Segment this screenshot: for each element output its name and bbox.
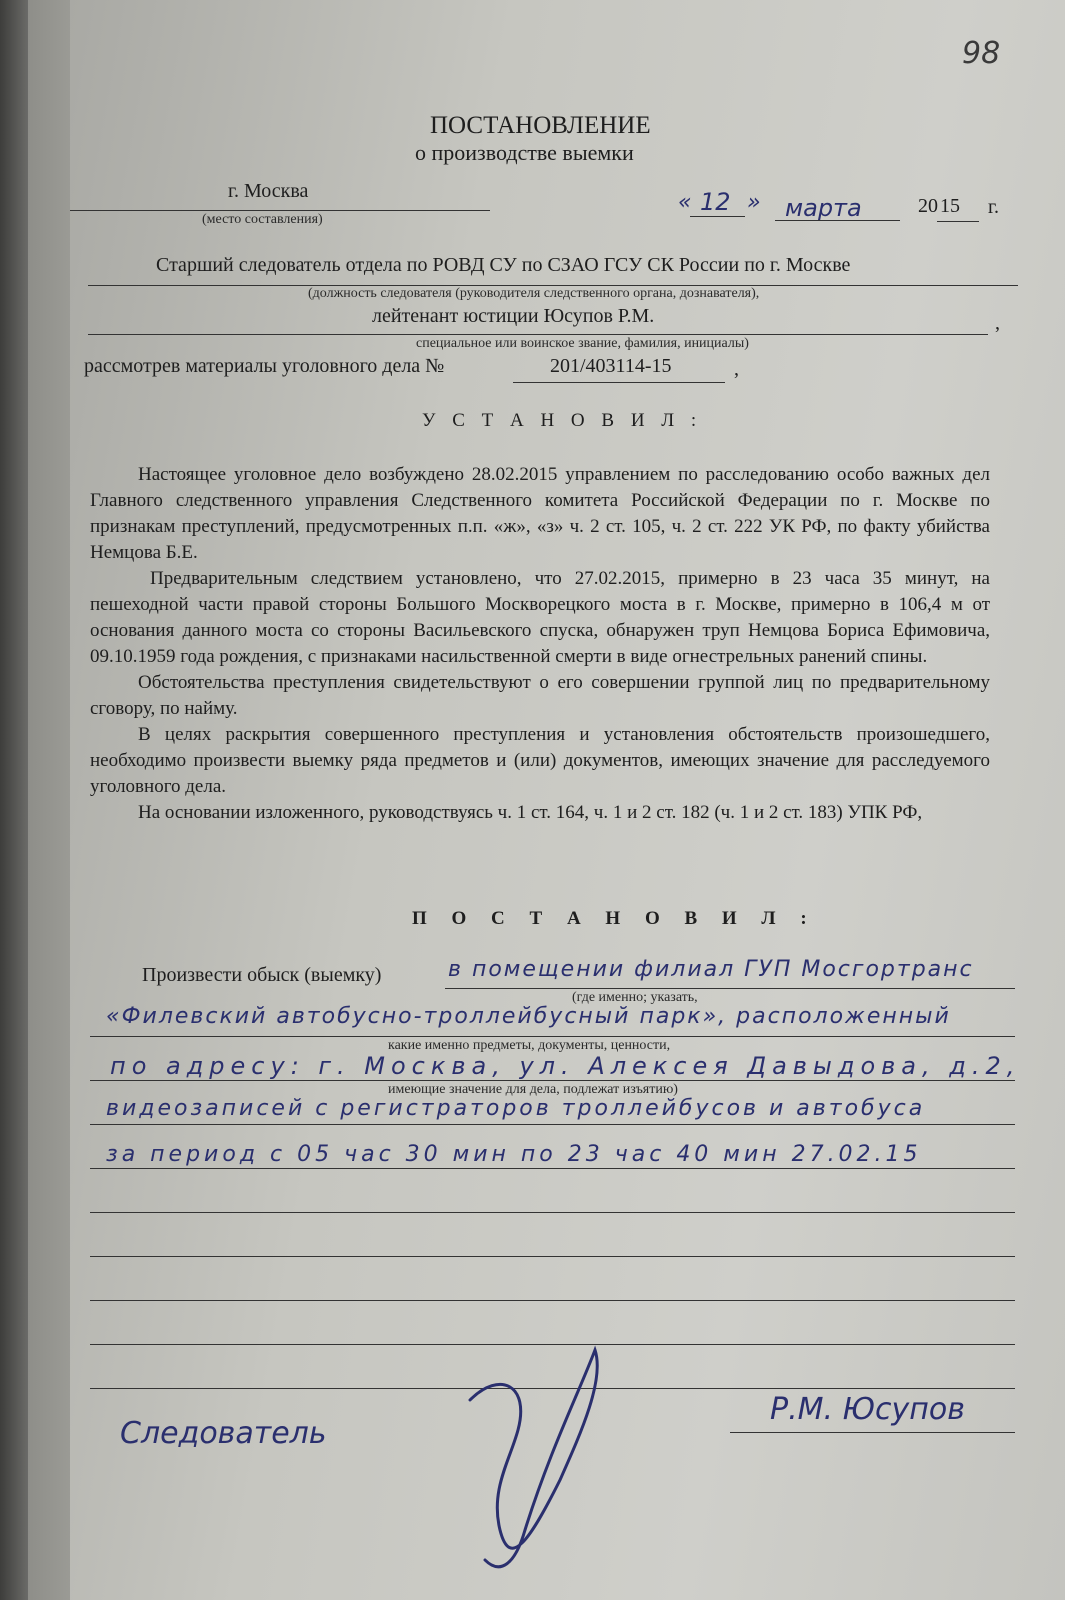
signature-role: Следователь [120,1416,327,1451]
place-caption: (место составления) [202,212,323,227]
rank-caption: специальное или воинское звание, фамилия, инициалы) [416,336,749,351]
paragraph-5: На основании изложенного, руководствуясь ч. 1 ст. 164, ч. 1 и 2 ст. 182 (ч. 1 и 2 ст. 183) УПК РФ, [138,802,923,823]
date-year-line [937,221,979,222]
investigator-position: Старший следователь отдела по РОВД СУ по СЗАО ГСУ СК России по г. Москве [156,254,851,276]
case-comma: , [734,358,739,380]
established-heading: У С Т А Н О В И Л : [422,410,703,431]
document-sheet [70,0,1065,1600]
case-number-line [513,382,725,383]
paragraph-2: Предварительным следствием установлено, что 27.02.2015, примерно в 23 часа 35 минут, на пешеходной части правой стороны Большого Москворецкого моста в г. Москве, примерно в 106,4 м от основания данного моста со стороны Васильевского спуска, обнаружен труп Немцова Бориса Ефимовича, 09.10.1959 года рождения, с признаками насильственной смерти в виде огнестрельных ранений спины. [90,568,990,667]
investigator-rank-name: лейтенант юстиции Юсупов Р.М. [372,305,655,327]
signature-line [730,1432,1015,1433]
date-month: марта [785,194,862,222]
case-prefix: рассмотрев материалы уголовного дела № [84,355,445,377]
date-year-suffix: 15 [940,195,960,217]
document-subtitle: о производстве выемки [415,140,634,165]
handwritten-line-1: в помещении филиал ГУП Мосгортранс [448,957,974,982]
decided-heading: П О С Т А Н О В И Л : [412,908,817,929]
paragraph-4: В целях раскрытия совершенного преступления и установления обстоятельств произошедшего, необходимо произвести выемку ряда предметов и (или) документов, имеющих значение для расследуемого уголовного дела. [90,724,990,797]
order-line-3 [90,1080,1015,1081]
document-title: ПОСТАНОВЛЕНИЕ [430,112,651,139]
rank-line [88,334,988,335]
signature-name: Р.М. Юсупов [770,1392,965,1427]
date-day: 12 [700,188,731,216]
handwritten-line-4: видеозаписей с регистраторов троллейбусов и автобуса [106,1096,926,1121]
signature-scribble [430,1330,660,1590]
order-line-7 [90,1256,1015,1257]
place-value: г. Москва [228,180,309,202]
place-line [70,210,490,211]
order-line-8 [90,1300,1015,1301]
order-caption-2: какие именно предметы, документы, ценности, [388,1038,671,1053]
date-month-line [775,220,900,221]
position-caption: (должность следователя (руководителя следственного органа, дознавателя), [308,286,760,301]
paragraph-1: Настоящее уголовное дело возбуждено 28.02.2015 управлением по расследованию особо важных дел Главного следственного управления Следственного комитета Российской Федерации по г. Москве по признакам преступлений, предусмотренных п.п. «ж», «з» ч. 2 ст. 105, ч. 2 ст. 222 УК РФ, по факту убийства Немцова Б.Е. [90,464,990,563]
order-caption-1: (где именно; указать, [572,990,698,1005]
case-number: 201/403114-15 [550,355,672,377]
order-caption-3: имеющие значение для дела, подлежат изъятию) [388,1082,678,1097]
order-label: Произвести обыск (выемку) [142,964,382,986]
page-number: 98 [962,36,1001,71]
date-close-quote: » [747,190,761,215]
rank-comma: , [995,312,1000,334]
date-year-prefix: 20 [918,195,938,217]
order-line-2 [90,1036,1015,1037]
order-line-1 [445,988,1015,989]
handwritten-line-2: «Филевский автобусно-троллейбусный парк», расположенный [106,1004,951,1029]
order-line-4 [90,1124,1015,1125]
order-line-5 [90,1168,1015,1169]
body-text [90,462,990,826]
date-open-quote: « [678,190,692,215]
handwritten-line-3: по адресу: г. Москва, ул. Алексея Давыдова, д.2, [110,1052,1021,1080]
paragraph-3: Обстоятельства преступления свидетельствуют о его совершении группой лиц по предварительному сговору, по найму. [90,672,990,719]
date-day-line [690,216,745,217]
date-year-unit: г. [988,196,999,218]
handwritten-line-5: за период с 05 час 30 мин по 23 час 40 мин 27.02.15 [106,1142,922,1167]
order-line-6 [90,1212,1015,1213]
